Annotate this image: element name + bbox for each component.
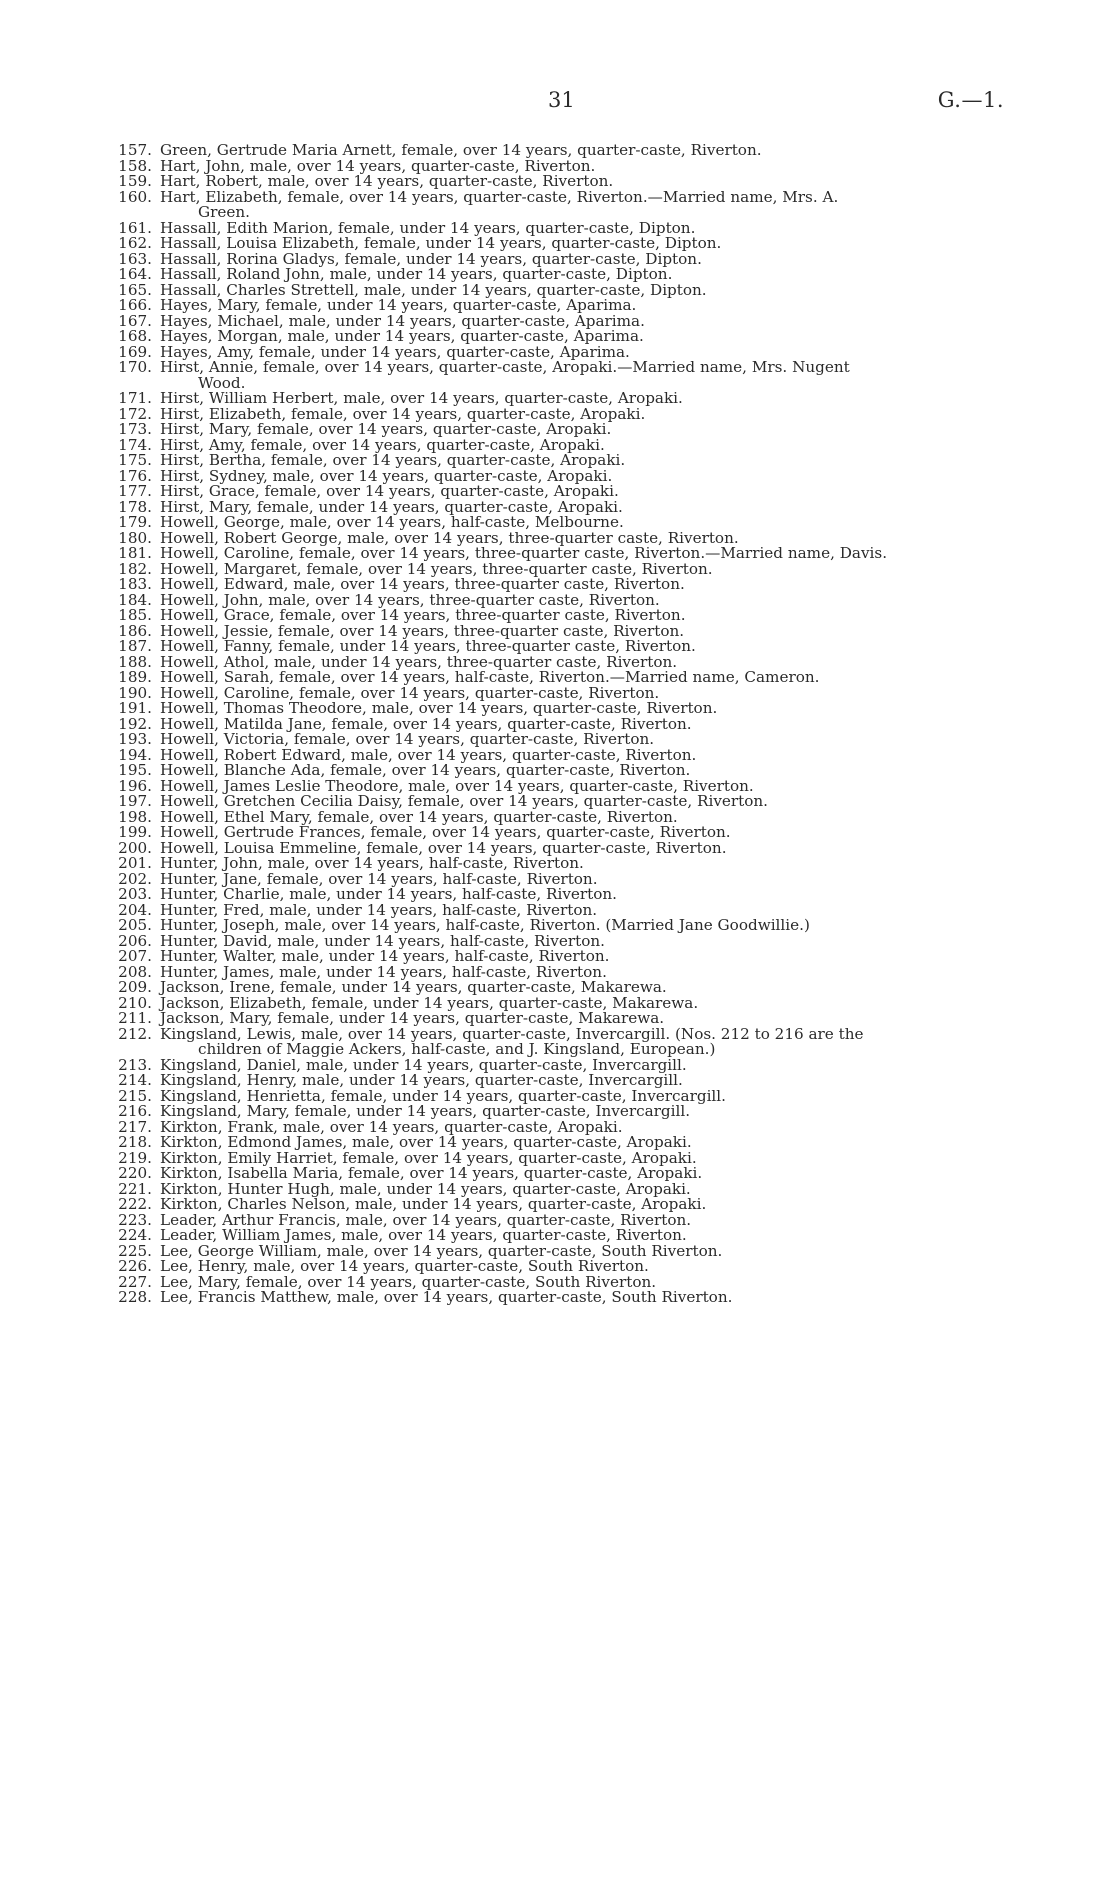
entry-line: Hayes, Amy, female, under 14 years, quarter-caste, Aparima. bbox=[160, 342, 630, 361]
entry-line: Howell, Caroline, female, over 14 years, quarter-caste, Riverton. bbox=[160, 683, 660, 702]
entry-number: 169. bbox=[118, 342, 152, 361]
entry-line: Howell, George, male, over 14 years, half-caste, Melbourne. bbox=[160, 513, 624, 531]
entry-text bbox=[152, 1024, 1010, 1058]
entry-line: Hirst, Sydney, male, over 14 years, quarter-caste, Aropaki. bbox=[160, 466, 613, 485]
page-header bbox=[0, 88, 1114, 122]
entry-number: 168. bbox=[118, 327, 152, 345]
entry-line: Hayes, Michael, male, under 14 years, quarter-caste, Aparima. bbox=[160, 311, 645, 330]
entry-line: Hirst, Annie, female, over 14 years, quarter-caste, Aropaki.—Married name, Mrs. Nugent bbox=[160, 358, 850, 376]
entry-continuation-line: Green. bbox=[198, 203, 250, 221]
entry-line: Hunter, James, male, under 14 years, half-caste, Riverton. bbox=[160, 962, 607, 981]
entry-line: Jackson, Elizabeth, female, under 14 years, quarter-caste, Makarewa. bbox=[160, 993, 699, 1012]
entry-line: Leader, Arthur Francis, male, over 14 years, quarter-caste, Riverton. bbox=[160, 1210, 692, 1229]
entry-number: 192. bbox=[118, 714, 152, 733]
document-code: G.—1. bbox=[937, 88, 1004, 112]
entry-line: Howell, Ethel Mary, female, over 14 years, quarter-caste, Riverton. bbox=[160, 807, 678, 826]
entry-number: 189. bbox=[118, 668, 152, 686]
entry-number: 163. bbox=[118, 249, 152, 268]
entry-line: Kingsland, Lewis, male, over 14 years, quarter-caste, Invercargill. (Nos. 212 to 216 are the bbox=[160, 1024, 864, 1043]
entry-number: 197. bbox=[118, 792, 152, 810]
entry-line: Hart, Robert, male, over 14 years, quarter-caste, Riverton. bbox=[160, 172, 614, 190]
entry-line: Leader, William James, male, over 14 years, quarter-caste, Riverton. bbox=[160, 1226, 687, 1244]
entry-number: 223. bbox=[118, 1210, 152, 1229]
entry-number: 227. bbox=[118, 1272, 152, 1291]
entry-number: 195. bbox=[118, 761, 152, 779]
entry-text bbox=[152, 1290, 1010, 1306]
entry-number: 222. bbox=[118, 1195, 152, 1213]
entry-number: 162. bbox=[118, 234, 152, 252]
register-entry bbox=[0, 1290, 1114, 1306]
entry-number: 217. bbox=[118, 1117, 152, 1136]
entry-line: Hunter, Joseph, male, over 14 years, half-caste, Riverton. (Married Jane Goodwillie.) bbox=[160, 916, 810, 934]
entry-number: 224. bbox=[118, 1226, 152, 1244]
entry-line: Kirkton, Edmond James, male, over 14 years, quarter-caste, Aropaki. bbox=[160, 1133, 692, 1151]
entry-line: Hirst, Mary, female, under 14 years, quarter-caste, Aropaki. bbox=[160, 497, 623, 516]
entry-line: Howell, Victoria, female, over 14 years, quarter-caste, Riverton. bbox=[160, 730, 655, 748]
entry-number: 187. bbox=[118, 637, 152, 655]
entry-line: Howell, Fanny, female, under 14 years, three-quarter caste, Riverton. bbox=[160, 637, 696, 655]
entry-number: 194. bbox=[118, 745, 152, 764]
entry-number: 160. bbox=[118, 187, 152, 206]
entry-line: Hayes, Morgan, male, under 14 years, quarter-caste, Aparima. bbox=[160, 327, 644, 345]
entry-line: Green, Gertrude Maria Arnett, female, over 14 years, quarter-caste, Riverton. bbox=[160, 141, 762, 159]
entry-line: Hirst, Grace, female, over 14 years, quarter-caste, Aropaki. bbox=[160, 482, 619, 500]
entry-line: Jackson, Mary, female, under 14 years, quarter-caste, Makarewa. bbox=[160, 1009, 665, 1027]
entry-line: Lee, George William, male, over 14 years, quarter-caste, South Riverton. bbox=[160, 1241, 723, 1260]
entry-number: 201. bbox=[118, 854, 152, 872]
entry-line: Howell, Gertrude Frances, female, over 14 years, quarter-caste, Riverton. bbox=[160, 823, 731, 841]
entry-line: Hassall, Rorina Gladys, female, under 14 years, quarter-caste, Dipton. bbox=[160, 249, 702, 268]
entry-line: Howell, Athol, male, under 14 years, three-quarter caste, Riverton. bbox=[160, 652, 678, 671]
entry-line: Hunter, Walter, male, under 14 years, half-caste, Riverton. bbox=[160, 947, 610, 965]
entry-number: 205. bbox=[118, 916, 152, 934]
entry-line: Howell, Gretchen Cecilia Daisy, female, over 14 years, quarter-caste, Riverton. bbox=[160, 792, 769, 810]
entry-line: Howell, Jessie, female, over 14 years, three-quarter caste, Riverton. bbox=[160, 621, 685, 640]
entry-number: 228. bbox=[118, 1288, 152, 1306]
entry-number: 200. bbox=[118, 838, 152, 857]
entry-line: Kirkton, Frank, male, over 14 years, quarter-caste, Aropaki. bbox=[160, 1117, 623, 1136]
entry-number: 196. bbox=[118, 776, 152, 795]
entry-line: Kingsland, Henrietta, female, under 14 years, quarter-caste, Invercargill. bbox=[160, 1086, 726, 1105]
entry-line: Kirkton, Emily Harriet, female, over 14 years, quarter-caste, Aropaki. bbox=[160, 1148, 697, 1167]
entry-number: 181. bbox=[118, 544, 152, 562]
entry-number: 209. bbox=[118, 978, 152, 996]
entry-line: Hunter, Fred, male, under 14 years, half-caste, Riverton. bbox=[160, 900, 598, 919]
register-entry bbox=[0, 187, 1114, 221]
entry-number: 213. bbox=[118, 1055, 152, 1074]
entry-line: Hunter, John, male, over 14 years, half-caste, Riverton. bbox=[160, 854, 584, 872]
entry-line: Kingsland, Mary, female, under 14 years, quarter-caste, Invercargill. bbox=[160, 1102, 691, 1120]
entry-number: 157. bbox=[118, 141, 152, 159]
entry-number: 182. bbox=[118, 559, 152, 578]
entry-line: Hart, Elizabeth, female, over 14 years, quarter-caste, Riverton.—Married name, Mrs. A. bbox=[160, 187, 839, 206]
entry-number: 171. bbox=[118, 389, 152, 407]
page-number: 31 bbox=[548, 88, 575, 112]
entry-line: Kirkton, Isabella Maria, female, over 14 years, quarter-caste, Aropaki. bbox=[160, 1164, 703, 1182]
register-entry bbox=[0, 360, 1114, 391]
entry-number: 165. bbox=[118, 280, 152, 299]
entry-number: 198. bbox=[118, 807, 152, 826]
entry-number: 177. bbox=[118, 482, 152, 500]
entry-number: 180. bbox=[118, 528, 152, 547]
entry-number: 161. bbox=[118, 218, 152, 237]
entry-line: Hunter, Charlie, male, under 14 years, half-caste, Riverton. bbox=[160, 885, 618, 903]
register-entry bbox=[0, 1024, 1114, 1058]
entry-continuation-line: Wood. bbox=[198, 373, 246, 392]
entry-number: 206. bbox=[118, 931, 152, 950]
entry-number: 225. bbox=[118, 1241, 152, 1260]
entry-number: 184. bbox=[118, 590, 152, 609]
entry-number: 218. bbox=[118, 1133, 152, 1151]
entry-line: Howell, Sarah, female, over 14 years, half-caste, Riverton.—Married name, Cameron. bbox=[160, 668, 820, 686]
entry-number: 172. bbox=[118, 404, 152, 423]
entry-number: 214. bbox=[118, 1071, 152, 1089]
entry-line: Hassall, Louisa Elizabeth, female, under 14 years, quarter-caste, Dipton. bbox=[160, 234, 722, 252]
entry-line: Hirst, William Herbert, male, over 14 years, quarter-caste, Aropaki. bbox=[160, 389, 683, 407]
entry-number: 174. bbox=[118, 435, 152, 454]
entry-number: 159. bbox=[118, 172, 152, 190]
entry-number: 185. bbox=[118, 606, 152, 624]
entry-number: 207. bbox=[118, 947, 152, 965]
entry-number: 193. bbox=[118, 730, 152, 748]
entry-number: 204. bbox=[118, 900, 152, 919]
entry-number: 212. bbox=[118, 1024, 152, 1043]
entry-number: 221. bbox=[118, 1179, 152, 1198]
entry-number: 210. bbox=[118, 993, 152, 1012]
entry-line: Howell, Thomas Theodore, male, over 14 years, quarter-caste, Riverton. bbox=[160, 699, 718, 717]
entry-line: Hirst, Mary, female, over 14 years, quarter-caste, Aropaki. bbox=[160, 420, 612, 438]
entry-line: Howell, Caroline, female, over 14 years, three-quarter caste, Riverton.—Married name, Davis. bbox=[160, 544, 888, 562]
entry-line: Howell, Louisa Emmeline, female, over 14 years, quarter-caste, Riverton. bbox=[160, 838, 727, 857]
entry-number: 220. bbox=[118, 1164, 152, 1182]
entry-line: Howell, John, male, over 14 years, three-quarter caste, Riverton. bbox=[160, 590, 660, 609]
entry-number: 215. bbox=[118, 1086, 152, 1105]
entry-line: Hirst, Amy, female, over 14 years, quarter-caste, Aropaki. bbox=[160, 435, 605, 454]
entry-line: Lee, Henry, male, over 14 years, quarter-caste, South Riverton. bbox=[160, 1257, 649, 1275]
entry-line: Howell, Matilda Jane, female, over 14 years, quarter-caste, Riverton. bbox=[160, 714, 692, 733]
entry-number: 203. bbox=[118, 885, 152, 903]
entry-number: 173. bbox=[118, 420, 152, 438]
entry-number: 202. bbox=[118, 869, 152, 888]
entry-number: 176. bbox=[118, 466, 152, 485]
entry-number: 190. bbox=[118, 683, 152, 702]
entry-line: Hassall, Roland John, male, under 14 years, quarter-caste, Dipton. bbox=[160, 265, 673, 283]
entry-number: 178. bbox=[118, 497, 152, 516]
entry-line: Howell, Margaret, female, over 14 years, three-quarter caste, Riverton. bbox=[160, 559, 713, 578]
entry-number: 158. bbox=[118, 156, 152, 175]
entry-number: 216. bbox=[118, 1102, 152, 1120]
entry-number: 186. bbox=[118, 621, 152, 640]
entry-line: Howell, Grace, female, over 14 years, three-quarter caste, Riverton. bbox=[160, 606, 686, 624]
entry-number: 188. bbox=[118, 652, 152, 671]
entry-line: Kingsland, Henry, male, under 14 years, quarter-caste, Invercargill. bbox=[160, 1071, 683, 1089]
entry-line: Howell, Robert Edward, male, over 14 years, quarter-caste, Riverton. bbox=[160, 745, 697, 764]
register-entries bbox=[0, 143, 1114, 1306]
entry-number: 170. bbox=[118, 358, 152, 376]
entry-line: Hunter, Jane, female, over 14 years, half-caste, Riverton. bbox=[160, 869, 598, 888]
entry-number: 208. bbox=[118, 962, 152, 981]
entry-line: Jackson, Irene, female, under 14 years, quarter-caste, Makarewa. bbox=[160, 978, 667, 996]
entry-text bbox=[152, 360, 1010, 391]
entry-number: 199. bbox=[118, 823, 152, 841]
entry-line: Hayes, Mary, female, under 14 years, quarter-caste, Aparima. bbox=[160, 296, 637, 314]
entry-number: 191. bbox=[118, 699, 152, 717]
entry-line: Lee, Francis Matthew, male, over 14 years, quarter-caste, South Riverton. bbox=[160, 1288, 733, 1306]
entry-continuation-line: children of Maggie Ackers, half-caste, and J. Kingsland, European.) bbox=[198, 1040, 716, 1058]
entry-line: Hirst, Bertha, female, over 14 years, quarter-caste, Aropaki. bbox=[160, 451, 626, 469]
entry-number: 166. bbox=[118, 296, 152, 314]
entry-line: Howell, Blanche Ada, female, over 14 years, quarter-caste, Riverton. bbox=[160, 761, 691, 779]
entry-number: 167. bbox=[118, 311, 152, 330]
entry-number: 179. bbox=[118, 513, 152, 531]
entry-line: Kirkton, Charles Nelson, male, under 14 years, quarter-caste, Aropaki. bbox=[160, 1195, 707, 1213]
entry-line: Howell, Robert George, male, over 14 years, three-quarter caste, Riverton. bbox=[160, 528, 739, 547]
entry-line: Hirst, Elizabeth, female, over 14 years, quarter-caste, Aropaki. bbox=[160, 404, 646, 423]
entry-text bbox=[152, 187, 1010, 221]
entry-line: Kirkton, Hunter Hugh, male, under 14 years, quarter-caste, Aropaki. bbox=[160, 1179, 691, 1198]
entry-line: Hunter, David, male, under 14 years, half-caste, Riverton. bbox=[160, 931, 605, 950]
entry-line: Kingsland, Daniel, male, under 14 years, quarter-caste, Invercargill. bbox=[160, 1055, 687, 1074]
entry-number: 219. bbox=[118, 1148, 152, 1167]
entry-number: 211. bbox=[118, 1009, 152, 1027]
entry-line: Lee, Mary, female, over 14 years, quarter-caste, South Riverton. bbox=[160, 1272, 657, 1291]
entry-number: 183. bbox=[118, 575, 152, 593]
entry-number: 175. bbox=[118, 451, 152, 469]
entry-line: Hassall, Charles Strettell, male, under 14 years, quarter-caste, Dipton. bbox=[160, 280, 707, 299]
entry-line: Howell, James Leslie Theodore, male, over 14 years, quarter-caste, Riverton. bbox=[160, 776, 754, 795]
entry-number: 164. bbox=[118, 265, 152, 283]
entry-line: Hassall, Edith Marion, female, under 14 years, quarter-caste, Dipton. bbox=[160, 218, 696, 237]
entry-line: Howell, Edward, male, over 14 years, three-quarter caste, Riverton. bbox=[160, 575, 685, 593]
entry-line: Hart, John, male, over 14 years, quarter-caste, Riverton. bbox=[160, 156, 596, 175]
entry-number: 226. bbox=[118, 1257, 152, 1275]
